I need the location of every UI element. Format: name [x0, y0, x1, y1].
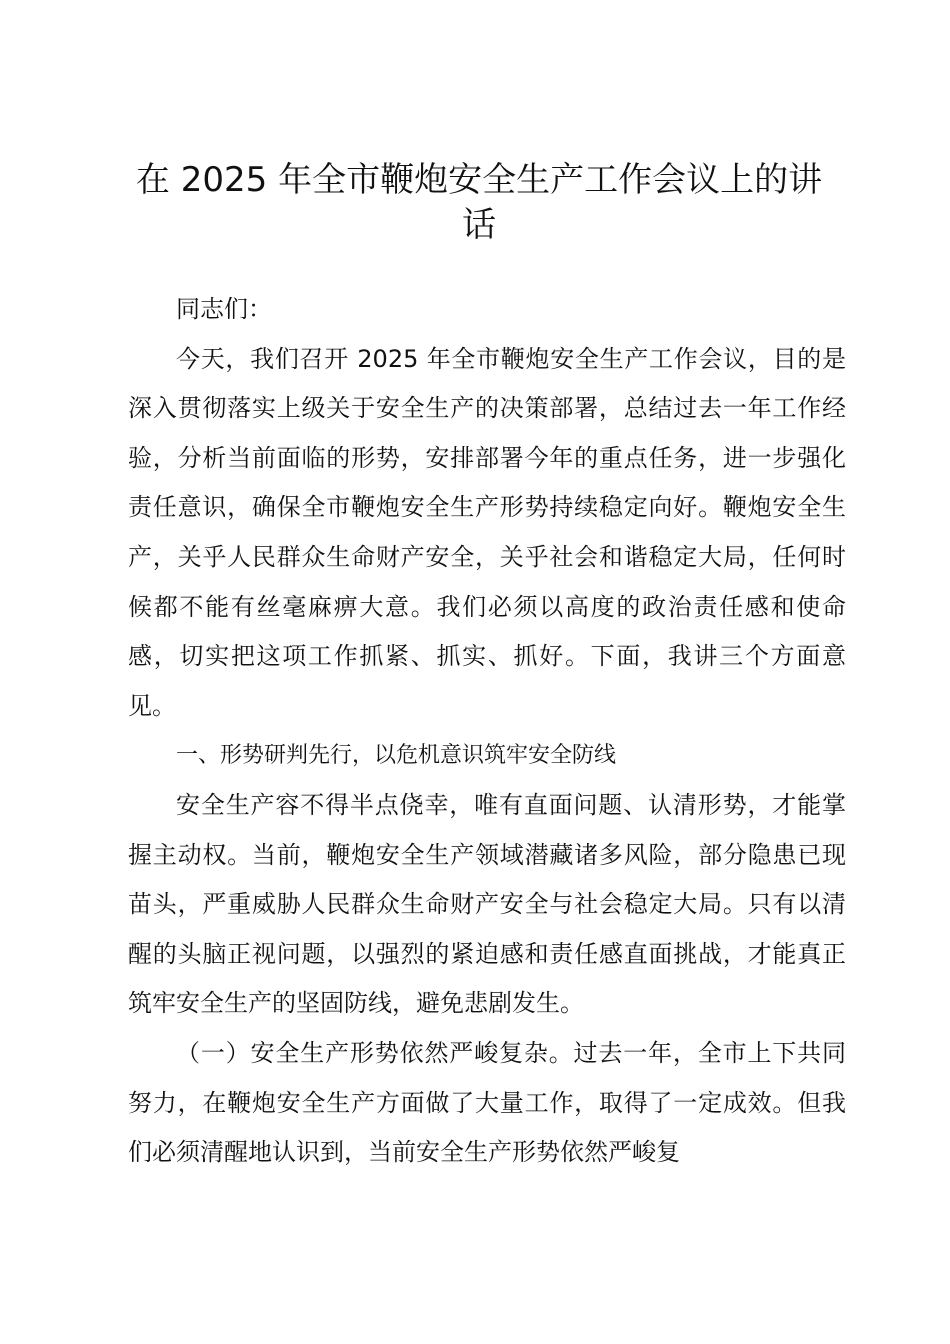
section-1-paragraph-1: 安全生产容不得半点侥幸，唯有直面问题、认清形势，才能掌握主动权。当前，鞭炮安全生产领域潜藏诸多风险，部分隐患已现苗头，严重威胁人民群众生命财产安全与社会稳定大局。只有以清醒的头脑正视问题，以强烈的紧迫感和责任感直面挑战，才能真正筑牢安全生产的坚固防线，避免悲剧发生。 — [128, 790, 846, 1018]
document-body — [128, 285, 846, 1178]
opening-paragraph: 今天，我们召开 2025 年全市鞭炮安全生产工作会议，目的是深入贯彻落实上级关于安全生产的决策部署，总结过去一年工作经验，分析当前面临的形势，安排部署今年的重点任务，进一步强化责任意识，确保全市鞭炮安全生产形势持续稳定向好。鞭炮安全生产，关乎人民群众生命财产安全，关乎社会和谐稳定大局，任何时候都不能有丝毫麻痹大意。我们必须以高度的政治责任感和使命感，切实把这项工作抓紧、抓实、抓好。下面，我讲三个方面意见。 — [128, 344, 846, 720]
section-1-paragraph-2: （一）安全生产形势依然严峻复杂。过去一年，全市上下共同努力，在鞭炮安全生产方面做了大量工作，取得了一定成效。但我们必须清醒地认识到，当前安全生产形势依然严峻复 — [128, 1038, 846, 1167]
document-title: 在 2025 年全市鞭炮安全生产工作会议上的讲话 — [135, 160, 823, 245]
section-heading-1: 一、形势研判先行，以危机意识筑牢安全防线 — [176, 743, 617, 769]
salutation: 同志们： — [176, 295, 272, 323]
